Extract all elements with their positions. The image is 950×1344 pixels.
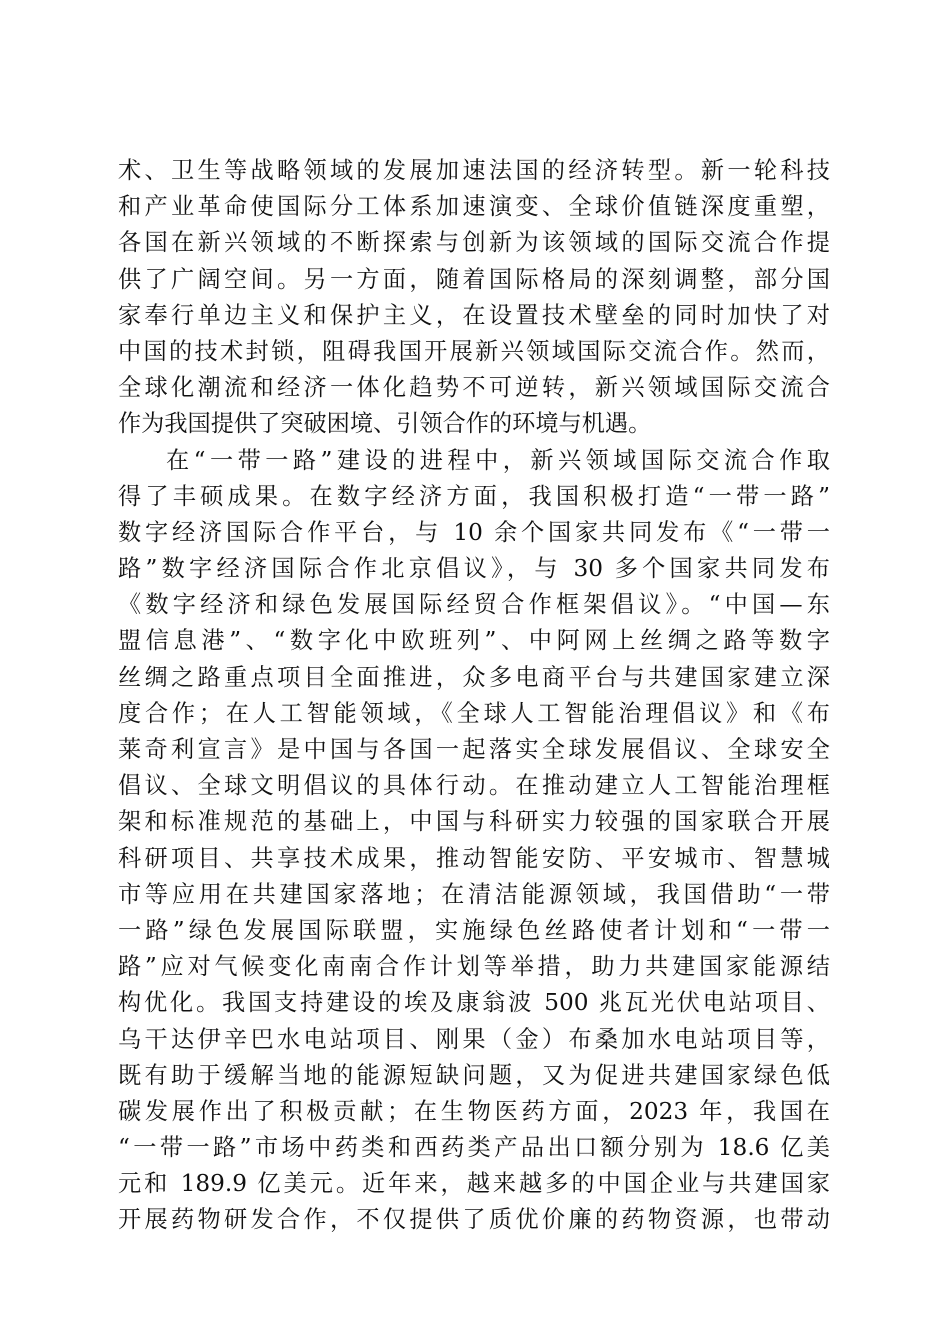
text-line: 乌干达伊辛巴水电站项目、刚果（金）布桑加水电站项目等， (118, 1025, 830, 1053)
text-line: 莱奇利宣言》是中国与各国一起落实全球发展倡议、全球安全 (118, 736, 830, 763)
text-line: 市等应用在共建国家落地；在清洁能源领域，我国借助“一带 (118, 880, 830, 908)
text-line: 术、卫生等战略领域的发展加速法国的经济转型。新一轮科技 (118, 157, 830, 184)
text-line: 供了广阔空间。另一方面，随着国际格局的深刻调整，部分国 (118, 265, 830, 293)
text-line: 开展药物研发合作，不仅提供了质优价廉的药物资源，也带动 (118, 1206, 830, 1234)
text-line: 数字经济国际合作平台，与 10 余个国家共同发布《“一带一 (118, 518, 830, 546)
text-line: 度合作；在人工智能领域，《全球人工智能治理倡议》和《布 (118, 699, 830, 727)
text-line: 各国在新兴领域的不断探索与创新为该领域的国际交流合作提 (118, 229, 830, 257)
text-line: 在“一带一路”建设的进程中，新兴领域国际交流合作取 (166, 446, 830, 474)
body-text (118, 153, 830, 1239)
text-line: 家奉行单边主义和保护主义，在设置技术壁垒的同时加快了对 (118, 301, 830, 329)
text-line: 盟信息港”、“数字化中欧班列”、中阿网上丝绸之路等数字 (118, 627, 830, 655)
text-line: 中国的技术封锁，阻碍我国开展新兴领域国际交流合作。然而， (118, 337, 830, 365)
paragraph (118, 443, 830, 1239)
text-line: 科研项目、共享技术成果，推动智能安防、平安城市、智慧城 (118, 844, 830, 872)
text-line: 作为我国提供了突破困境、引领合作的环境与机遇。 (118, 410, 652, 438)
text-line: 一路”绿色发展国际联盟，实施绿色丝路使者计划和“一带一 (118, 916, 830, 944)
text-line: 倡议、全球文明倡议的具体行动。在推动建立人工智能治理框 (118, 772, 830, 800)
text-line: 元和 189.9 亿美元。近年来，越来越多的中国企业与共建国家 (118, 1170, 830, 1198)
text-line: “一带一路”市场中药类和西药类产品出口额分别为 18.6 亿美 (118, 1134, 830, 1162)
text-line: 路”应对气候变化南南合作计划等举措，助力共建国家能源结 (118, 953, 830, 981)
text-line: 《数字经济和绿色发展国际经贸合作框架倡议》。“中国—东 (118, 591, 830, 619)
text-line: 架和标准规范的基础上，中国与科研实力较强的国家联合开展 (118, 808, 830, 836)
text-line: 丝绸之路重点项目全面推进，众多电商平台与共建国家建立深 (118, 663, 830, 691)
text-line: 全球化潮流和经济一体化趋势不可逆转，新兴领域国际交流合 (118, 374, 830, 402)
text-line: 和产业革命使国际分工体系加速演变、全球价值链深度重塑， (118, 193, 830, 221)
paragraph (118, 153, 830, 443)
text-line: 碳发展作出了积极贡献；在生物医药方面，2023 年，我国在 (118, 1097, 830, 1125)
text-line: 构优化。我国支持建设的埃及康翁波 500 兆瓦光伏电站项目、 (118, 989, 830, 1017)
text-line: 既有助于缓解当地的能源短缺问题，又为促进共建国家绿色低 (118, 1061, 830, 1089)
text-line: 得了丰硕成果。在数字经济方面，我国积极打造“一带一路” (118, 482, 830, 510)
text-line: 路”数字经济国际合作北京倡议》，与 30 多个国家共同发布 (118, 555, 830, 583)
